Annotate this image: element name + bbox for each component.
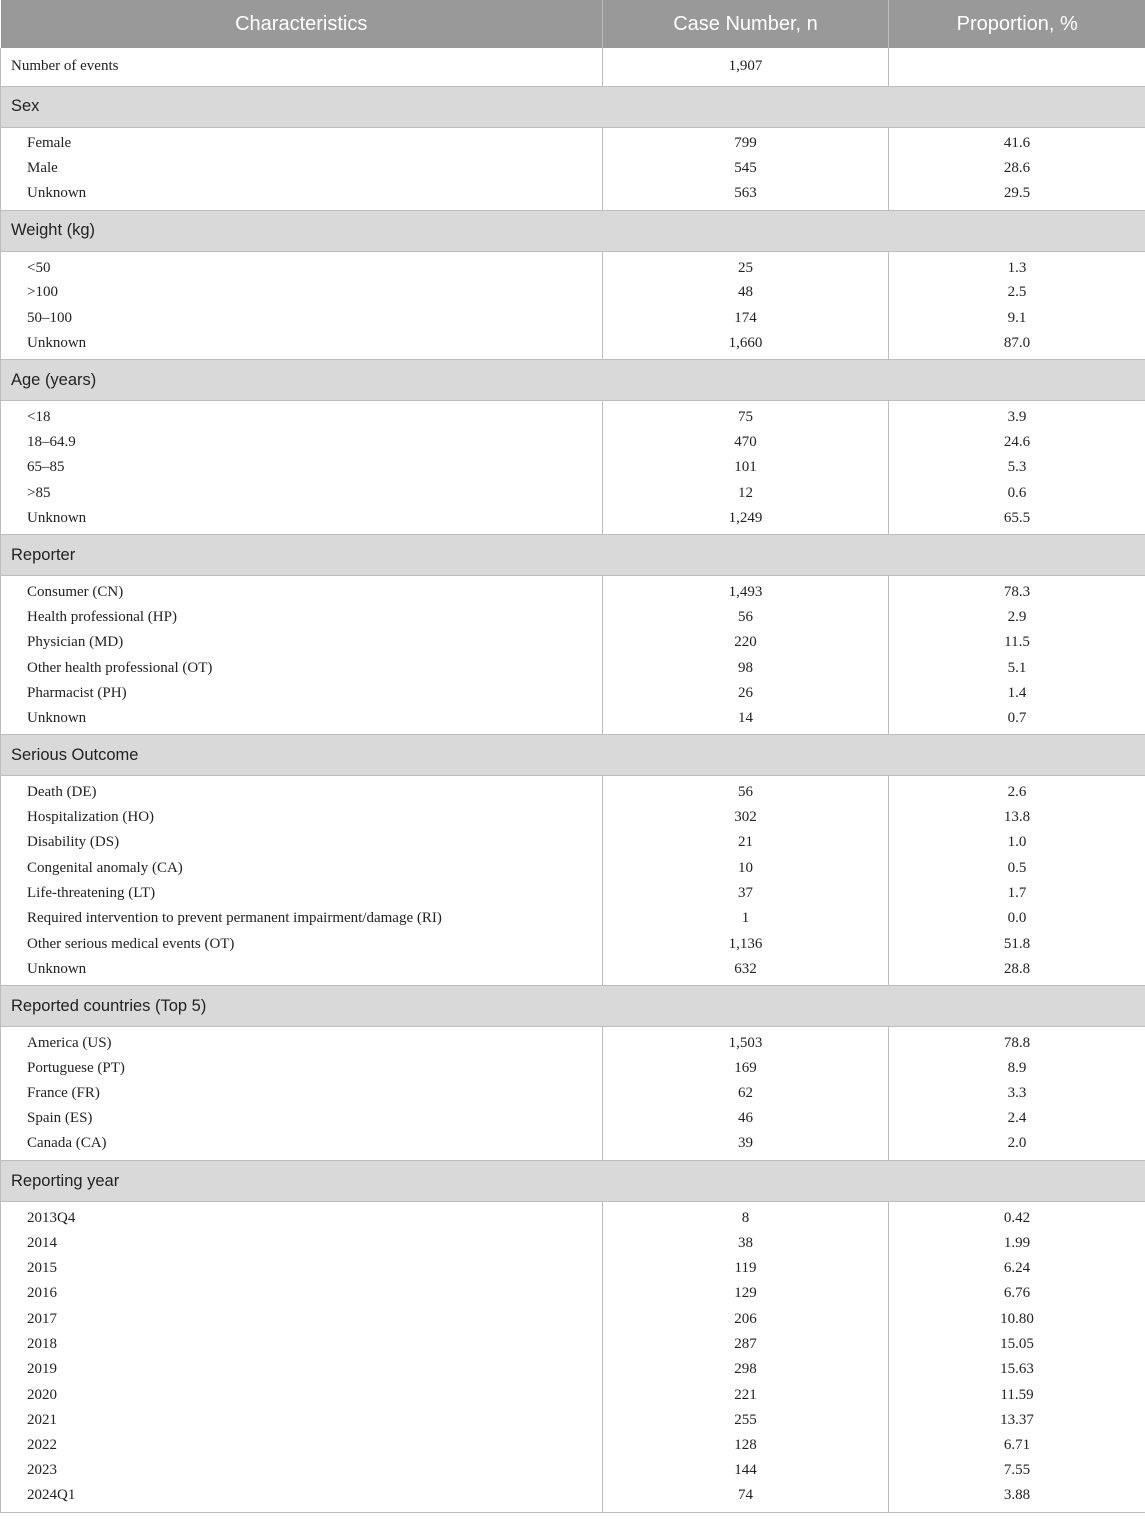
row-case-number: 302 xyxy=(603,805,889,830)
row-label: <50 xyxy=(1,251,603,280)
row-label: 2017 xyxy=(1,1307,603,1332)
row-case-number: 1,660 xyxy=(603,331,889,360)
table-row xyxy=(1,1256,1145,1281)
section-header xyxy=(1,360,1145,401)
section-rows xyxy=(1,251,1145,360)
row-label: 50–100 xyxy=(1,306,603,331)
row-case-number: 14 xyxy=(603,706,889,735)
row-proportion: 28.8 xyxy=(889,957,1145,986)
row-case-number: 221 xyxy=(603,1382,889,1407)
section-header-row xyxy=(1,360,1145,401)
row-case-number: 563 xyxy=(603,181,889,210)
row-proportion: 41.6 xyxy=(889,127,1145,156)
row-proportion: 6.24 xyxy=(889,1256,1145,1281)
row-case-number: 10 xyxy=(603,856,889,881)
row-proportion: 0.42 xyxy=(889,1202,1145,1231)
section-header-row xyxy=(1,210,1145,251)
section-header xyxy=(1,535,1145,576)
row-label: Unknown xyxy=(1,331,603,360)
row-label: 2020 xyxy=(1,1382,603,1407)
row-case-number: 74 xyxy=(603,1484,889,1513)
row-proportion: 0.7 xyxy=(889,706,1145,735)
row-label: 2014 xyxy=(1,1231,603,1256)
row-label: Number of events xyxy=(1,48,603,86)
row-label: Unknown xyxy=(1,181,603,210)
row-proportion: 1.99 xyxy=(889,1231,1145,1256)
section-rows xyxy=(1,401,1145,535)
section-title: Reporting year xyxy=(1,1161,1145,1202)
row-proportion: 5.1 xyxy=(889,655,1145,680)
table-row xyxy=(1,576,1145,605)
row-case-number: 632 xyxy=(603,957,889,986)
row-case-number: 101 xyxy=(603,455,889,480)
section-header xyxy=(1,1161,1145,1202)
row-case-number: 1,493 xyxy=(603,576,889,605)
section-header xyxy=(1,986,1145,1027)
table-row xyxy=(1,181,1145,210)
row-case-number: 8 xyxy=(603,1202,889,1231)
row-label: Female xyxy=(1,127,603,156)
row-proportion: 87.0 xyxy=(889,331,1145,360)
row-proportion: 2.0 xyxy=(889,1132,1145,1161)
row-label: Other serious medical events (OT) xyxy=(1,931,603,956)
row-proportion: 11.5 xyxy=(889,630,1145,655)
row-case-number: 220 xyxy=(603,630,889,655)
row-label: Canada (CA) xyxy=(1,1132,603,1161)
row-proportion: 13.37 xyxy=(889,1408,1145,1433)
row-proportion: 13.8 xyxy=(889,805,1145,830)
row-case-number: 1,907 xyxy=(603,48,889,86)
row-label: 2019 xyxy=(1,1357,603,1382)
table-row xyxy=(1,156,1145,181)
row-proportion: 11.59 xyxy=(889,1382,1145,1407)
section-rows xyxy=(1,1027,1145,1161)
row-proportion: 9.1 xyxy=(889,306,1145,331)
row-proportion: 65.5 xyxy=(889,506,1145,535)
row-label: Spain (ES) xyxy=(1,1106,603,1131)
row-label: Unknown xyxy=(1,957,603,986)
section-header-row xyxy=(1,86,1145,127)
row-label: Death (DE) xyxy=(1,776,603,805)
table-row xyxy=(1,906,1145,931)
row-case-number: 255 xyxy=(603,1408,889,1433)
row-case-number: 12 xyxy=(603,480,889,505)
row-proportion: 78.3 xyxy=(889,576,1145,605)
table-row xyxy=(1,1433,1145,1458)
section-rows xyxy=(1,1202,1145,1513)
table-row xyxy=(1,1081,1145,1106)
row-proportion: 8.9 xyxy=(889,1056,1145,1081)
table-row xyxy=(1,306,1145,331)
row-proportion: 3.88 xyxy=(889,1484,1145,1513)
section-header-row xyxy=(1,986,1145,1027)
row-proportion: 15.05 xyxy=(889,1332,1145,1357)
table-row xyxy=(1,1132,1145,1161)
table-row xyxy=(1,1332,1145,1357)
table-header-row xyxy=(1,0,1145,48)
row-proportion: 0.0 xyxy=(889,906,1145,931)
table-row xyxy=(1,280,1145,305)
section-title: Weight (kg) xyxy=(1,210,1145,251)
row-label: Life-threatening (LT) xyxy=(1,881,603,906)
table-row xyxy=(1,1357,1145,1382)
row-case-number: 545 xyxy=(603,156,889,181)
row-label: Unknown xyxy=(1,706,603,735)
row-proportion: 2.9 xyxy=(889,605,1145,630)
section-header-row xyxy=(1,535,1145,576)
row-label: America (US) xyxy=(1,1027,603,1056)
row-case-number: 174 xyxy=(603,306,889,331)
row-case-number: 56 xyxy=(603,776,889,805)
row-case-number: 37 xyxy=(603,881,889,906)
row-label: 18–64.9 xyxy=(1,430,603,455)
row-case-number: 26 xyxy=(603,681,889,706)
row-label: Health professional (HP) xyxy=(1,605,603,630)
row-proportion: 2.6 xyxy=(889,776,1145,805)
row-proportion: 6.71 xyxy=(889,1433,1145,1458)
row-label: Hospitalization (HO) xyxy=(1,805,603,830)
row-proportion: 0.5 xyxy=(889,856,1145,881)
row-case-number: 1,136 xyxy=(603,931,889,956)
row-label: 2013Q4 xyxy=(1,1202,603,1231)
row-case-number: 21 xyxy=(603,830,889,855)
row-case-number: 799 xyxy=(603,127,889,156)
row-proportion: 78.8 xyxy=(889,1027,1145,1056)
section-rows xyxy=(1,776,1145,986)
row-case-number: 206 xyxy=(603,1307,889,1332)
row-label: Congenital anomaly (CA) xyxy=(1,856,603,881)
section-rows xyxy=(1,576,1145,735)
row-proportion: 3.9 xyxy=(889,401,1145,430)
number-of-events-row xyxy=(1,48,1145,86)
row-proportion: 24.6 xyxy=(889,430,1145,455)
table-row xyxy=(1,401,1145,430)
header-characteristics: Characteristics xyxy=(1,0,603,48)
row-case-number: 25 xyxy=(603,251,889,280)
table-row xyxy=(1,331,1145,360)
row-label: 2015 xyxy=(1,1256,603,1281)
row-proportion: 2.5 xyxy=(889,280,1145,305)
row-case-number: 39 xyxy=(603,1132,889,1161)
row-case-number: 144 xyxy=(603,1458,889,1483)
table-row xyxy=(1,1202,1145,1231)
table-row xyxy=(1,881,1145,906)
row-proportion: 28.6 xyxy=(889,156,1145,181)
row-case-number: 1,249 xyxy=(603,506,889,535)
section-header-row xyxy=(1,735,1145,776)
table-row xyxy=(1,1056,1145,1081)
row-label: 2021 xyxy=(1,1408,603,1433)
row-label: Physician (MD) xyxy=(1,630,603,655)
table-row xyxy=(1,1408,1145,1433)
table-row xyxy=(1,506,1145,535)
section-header xyxy=(1,86,1145,127)
row-label: Disability (DS) xyxy=(1,830,603,855)
row-proportion: 10.80 xyxy=(889,1307,1145,1332)
section-title: Age (years) xyxy=(1,360,1145,401)
table-row xyxy=(1,430,1145,455)
table-row xyxy=(1,931,1145,956)
table-row xyxy=(1,655,1145,680)
table-row xyxy=(1,1106,1145,1131)
table-row xyxy=(1,856,1145,881)
table-row xyxy=(1,706,1145,735)
row-proportion: 6.76 xyxy=(889,1281,1145,1306)
section-header xyxy=(1,210,1145,251)
row-label: Required intervention to prevent permanent impairment/damage (RI) xyxy=(1,906,603,931)
row-label: Portuguese (PT) xyxy=(1,1056,603,1081)
section-title: Reported countries (Top 5) xyxy=(1,986,1145,1027)
row-label: 2024Q1 xyxy=(1,1484,603,1513)
table-row xyxy=(1,455,1145,480)
row-case-number: 470 xyxy=(603,430,889,455)
row-proportion: 5.3 xyxy=(889,455,1145,480)
row-proportion: 1.7 xyxy=(889,881,1145,906)
row-case-number: 46 xyxy=(603,1106,889,1131)
table-row xyxy=(1,480,1145,505)
table-row xyxy=(1,1281,1145,1306)
table-row xyxy=(1,805,1145,830)
table-row xyxy=(1,776,1145,805)
row-label: Unknown xyxy=(1,506,603,535)
row-label: Other health professional (OT) xyxy=(1,655,603,680)
row-label: Pharmacist (PH) xyxy=(1,681,603,706)
row-label: 2018 xyxy=(1,1332,603,1357)
section-header-row xyxy=(1,1161,1145,1202)
row-proportion: 1.3 xyxy=(889,251,1145,280)
row-label: >100 xyxy=(1,280,603,305)
table-row xyxy=(1,1231,1145,1256)
row-label: Consumer (CN) xyxy=(1,576,603,605)
row-label: France (FR) xyxy=(1,1081,603,1106)
table-row xyxy=(1,681,1145,706)
row-label: 65–85 xyxy=(1,455,603,480)
section-title: Sex xyxy=(1,86,1145,127)
table-row xyxy=(1,1382,1145,1407)
row-case-number: 75 xyxy=(603,401,889,430)
row-case-number: 128 xyxy=(603,1433,889,1458)
row-proportion: 29.5 xyxy=(889,181,1145,210)
table-row xyxy=(1,127,1145,156)
row-case-number: 98 xyxy=(603,655,889,680)
row-proportion: 15.63 xyxy=(889,1357,1145,1382)
table-row xyxy=(1,630,1145,655)
table-row xyxy=(1,1027,1145,1056)
row-case-number: 56 xyxy=(603,605,889,630)
row-proportion: 1.0 xyxy=(889,830,1145,855)
section-title: Reporter xyxy=(1,535,1145,576)
row-proportion: 2.4 xyxy=(889,1106,1145,1131)
table-row xyxy=(1,957,1145,986)
table-row xyxy=(1,605,1145,630)
row-proportion: 1.4 xyxy=(889,681,1145,706)
header-proportion: Proportion, % xyxy=(889,0,1145,48)
row-proportion: 51.8 xyxy=(889,931,1145,956)
row-label: 2016 xyxy=(1,1281,603,1306)
row-case-number: 169 xyxy=(603,1056,889,1081)
section-rows xyxy=(1,127,1145,210)
table-row xyxy=(1,830,1145,855)
section-header xyxy=(1,735,1145,776)
header-case-number: Case Number, n xyxy=(603,0,889,48)
row-case-number: 287 xyxy=(603,1332,889,1357)
row-case-number: 38 xyxy=(603,1231,889,1256)
row-proportion: 0.6 xyxy=(889,480,1145,505)
row-proportion xyxy=(889,48,1145,86)
row-proportion: 7.55 xyxy=(889,1458,1145,1483)
row-label: 2023 xyxy=(1,1458,603,1483)
row-label: <18 xyxy=(1,401,603,430)
row-label: Male xyxy=(1,156,603,181)
row-label: >85 xyxy=(1,480,603,505)
row-case-number: 62 xyxy=(603,1081,889,1106)
table-row xyxy=(1,251,1145,280)
row-label: 2022 xyxy=(1,1433,603,1458)
table-row xyxy=(1,1458,1145,1483)
row-case-number: 48 xyxy=(603,280,889,305)
row-case-number: 129 xyxy=(603,1281,889,1306)
row-case-number: 119 xyxy=(603,1256,889,1281)
table-row xyxy=(1,1307,1145,1332)
row-case-number: 1 xyxy=(603,906,889,931)
table-row xyxy=(1,1484,1145,1513)
row-case-number: 1,503 xyxy=(603,1027,889,1056)
section-title: Serious Outcome xyxy=(1,735,1145,776)
row-case-number: 298 xyxy=(603,1357,889,1382)
row-proportion: 3.3 xyxy=(889,1081,1145,1106)
